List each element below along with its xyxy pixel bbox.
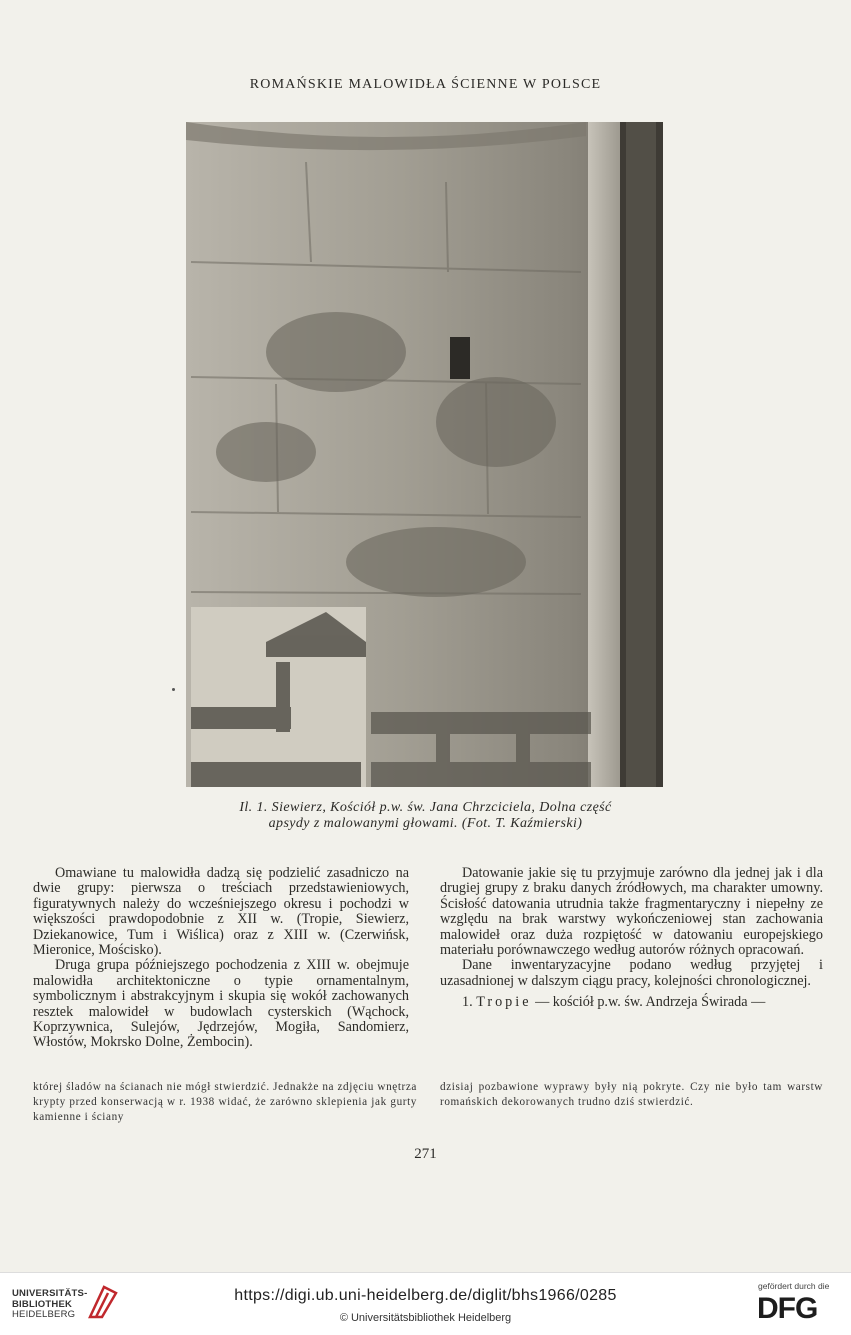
footnote-left: której śladów na ścianach nie mógł stwierdzić. Jednakże na zdjęciu wnętrza krypty przed konserwacją w r. 1938 widać, że zarówno sklepienia jak gurty kamienne i ściany	[33, 1081, 417, 1123]
paragraph: Datowanie jakie się tu przyjmuje zarówno dla jednej jak i dla drugiej grupy z braku danych źródłowych, ma charakter umowny. Ścisłość datowania utrudnia także fragmentaryczny i niepełny ze względu na brak warstwy wykończeniowej stan zachowania malowideł oraz duża rozpiętość w datowaniu europejskiego materiału porównawczego według autorów różnych opracowań.	[440, 865, 823, 959]
funded-by-label: gefördert durch die	[758, 1281, 830, 1291]
left-column	[33, 866, 409, 1051]
caption-line-2: apsydy z malowanymi głowami. (Fot. T. Kaźmierski)	[268, 816, 583, 831]
library-line-2: BIBLIOTHEK	[12, 1298, 73, 1310]
list-item	[440, 995, 823, 1010]
viewer-footer	[0, 1272, 851, 1335]
running-head: ROMAŃSKIE MALOWIDŁA ŚCIENNE W POLSCE	[249, 77, 602, 92]
library-line-1: UNIVERSITÄTS-	[12, 1288, 88, 1299]
margin-dot	[172, 688, 175, 691]
paragraph: Dane inwentaryzacyjne podano według przyjętej i uzasadnionej w dalszym ciągu pracy, kolejności chronologicznej.	[440, 957, 823, 989]
copyright-notice: © Universitätsbibliothek Heidelberg	[339, 1312, 512, 1324]
item-place: Tropie	[476, 994, 532, 1011]
item-number: 1.	[462, 994, 473, 1011]
figure-photo	[186, 122, 663, 787]
caption-line-1: Il. 1. Siewierz, Kościół p.w. św. Jana Chrzciciela, Dolna część	[239, 800, 612, 815]
permalink-url[interactable]: https://digi.ub.uni-heidelberg.de/diglit/bhs1966/0285	[234, 1287, 617, 1304]
paragraph: Druga grupa późniejszego pochodzenia z XIII w. obejmuje malowidła architektoniczne o typie ornamentalnym, symbolicznym i abstrakcyjnym i skupia się wokół zachowanych resztek malowideł w budowlach cysterskich (Wąchock, Koprzywnica, Sulejów, Jędrzejów, Mogiła, Sandomierz, Włostów, Mokrsko Dolne, Żembocin).	[33, 957, 409, 1051]
footnote-right: dzisiaj pozbawione wyprawy były nią pokryte. Czy nie było tam warstw romańskich dekorowanych trudno dziś stwierdzić.	[440, 1081, 823, 1108]
right-column	[440, 866, 823, 1011]
library-line-3: HEIDELBERG	[12, 1309, 76, 1320]
crypt-wall-photo	[186, 122, 663, 787]
dfg-logo[interactable]: DFG	[757, 1292, 818, 1325]
page-number: 271	[414, 1146, 437, 1162]
figure-caption	[150, 800, 701, 832]
paragraph: Omawiane tu malowidła dadzą się podzielić zasadniczo na dwie grupy: pierwsza o treściach przedstawieniowych, figuratywnych należy do wcześniejszego okresu i pochodzi w większości prawdopodobnie z XII w. (Tropie, Siewierz, Dziekanowice, Tum i Wiślica) oraz z XIII w. (Czerwińsk, Mieronice, Mościsko).	[33, 865, 409, 959]
item-text: — kościół p.w. św. Andrzeja Świrada —	[535, 994, 766, 1011]
